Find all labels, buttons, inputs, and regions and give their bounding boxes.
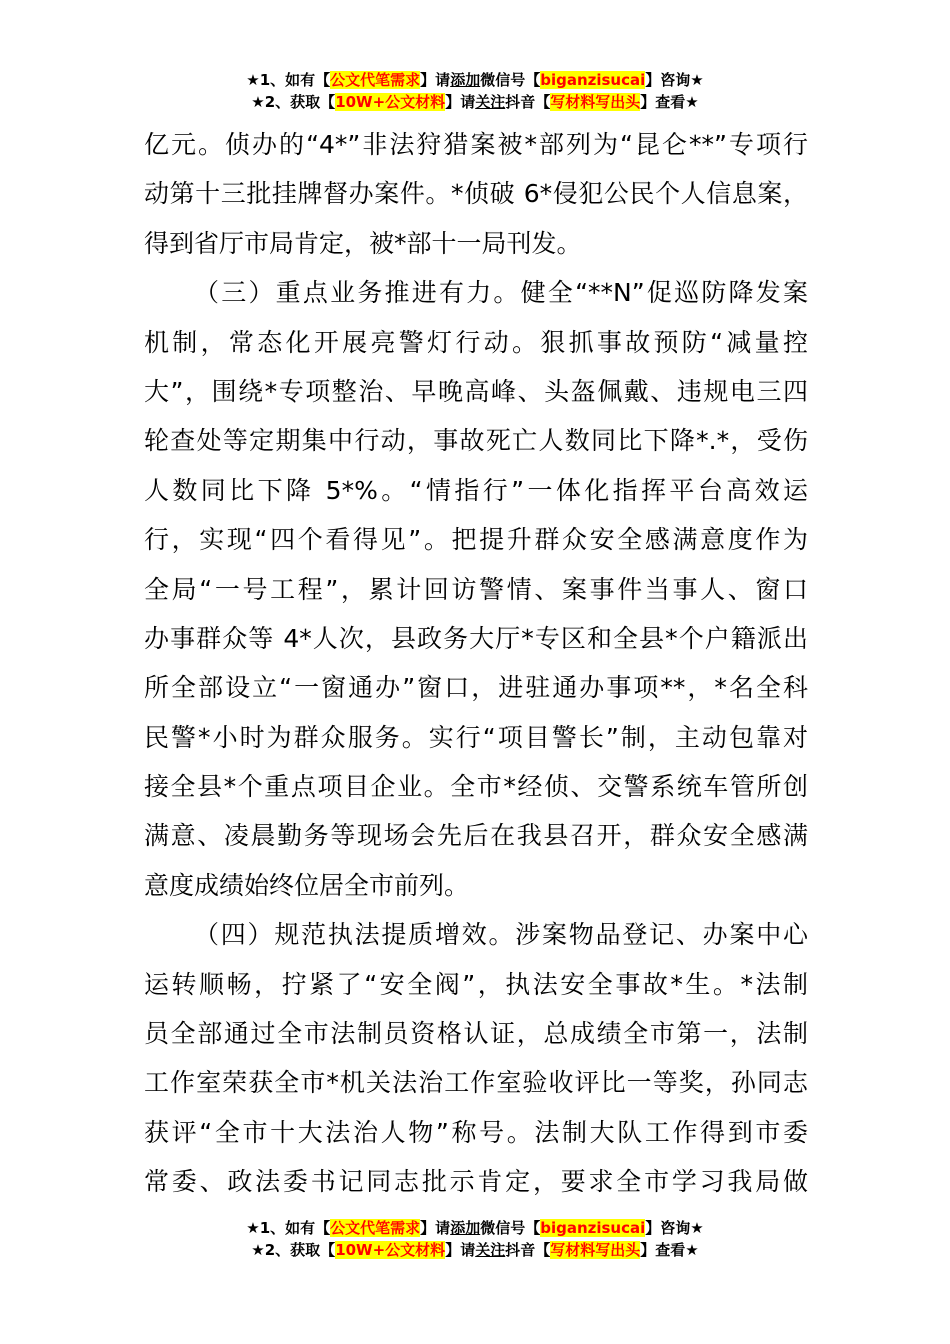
banner-highlight: 10W+公文材料 [335, 93, 446, 111]
banner-text: 】请 [445, 93, 476, 111]
body-line: 获评“全市十大法治人物”称号。法制大队工作得到市委 [144, 1117, 808, 1147]
banner-text: 微信号【 [480, 71, 541, 89]
banner-text: ★1、如有【 [246, 1219, 331, 1237]
body-line: 机制，常态化开展亮警灯行动。狠抓事故预防“减量控 [144, 327, 808, 357]
banner-text: 】请 [420, 1219, 451, 1237]
body-line: 所全部设立“一窗通办”窗口，进驻通办事项**，*名全科 [144, 673, 808, 703]
banner-highlight: 写材料写出头 [550, 93, 641, 111]
banner-text: ★1、如有【 [246, 71, 331, 89]
section-heading-line: （四）规范执法提质增效。涉案物品登记、办案中心 [194, 920, 808, 950]
banner-line-2 [0, 1239, 950, 1261]
body-line: 动第十三批挂牌督办案件。*侦破 6*侵犯公民个人信息案， [144, 179, 808, 209]
body-line: 意度成绩始终位居全市前列。 [144, 870, 470, 900]
body-line: 满意、凌晨勤务等现场会先后在我县召开，群众安全感满 [144, 821, 808, 851]
body-line: 人数同比下降 5*%。“情指行”一体化指挥平台高效运 [144, 475, 808, 505]
banner-text: ★2、获取【 [251, 93, 336, 111]
banner-underlined-text: 添加 [450, 71, 481, 89]
body-line: 民警*小时为群众服务。实行“项目警长”制，主动包靠对 [144, 722, 808, 752]
banner-line-2 [0, 91, 950, 113]
banner-text: 】查看★ [640, 1241, 699, 1259]
body-line: 全局“一号工程”，累计回访警情、案事件当事人、窗口 [144, 574, 808, 604]
banner-highlight: 写材料写出头 [550, 1241, 641, 1259]
body-line: 员全部通过全市法制员资格认证，总成绩全市第一，法制 [144, 1019, 808, 1049]
banner-text: ★2、获取【 [251, 1241, 336, 1259]
document-body [144, 120, 808, 1207]
body-line: 办事群众等 4*人次，县政务大厅*专区和全县*个户籍派出 [144, 623, 808, 653]
banner-text: 】咨询★ [645, 1219, 704, 1237]
banner-underlined-text: 关注 [475, 1241, 506, 1259]
banner-text: 】请 [420, 71, 451, 89]
section-heading-line: （三）重点业务推进有力。健全“**N”促巡防降发案 [194, 278, 808, 308]
body-line: 得到省厅市局肯定，被*部十一局刊发。 [144, 228, 582, 258]
header-banner [0, 69, 950, 113]
body-line: 常委、政法委书记同志批示肯定，要求全市学习我局做 [144, 1167, 808, 1197]
banner-text: 】请 [445, 1241, 476, 1259]
banner-line-1 [0, 69, 950, 91]
banner-highlight: biganzisucai [540, 1219, 646, 1237]
banner-highlight: 公文代笔需求 [330, 1219, 421, 1237]
banner-underlined-text: 添加 [450, 1219, 481, 1237]
banner-highlight: 10W+公文材料 [335, 1241, 446, 1259]
banner-text: 】查看★ [640, 93, 699, 111]
body-line: 工作室荣获全市*机关法治工作室验收评比一等奖，孙同志 [144, 1068, 808, 1098]
banner-text: 抖音【 [505, 93, 551, 111]
banner-text: 】咨询★ [645, 71, 704, 89]
banner-highlight: 公文代笔需求 [330, 71, 421, 89]
footer-banner [0, 1217, 950, 1261]
body-line: 行，实现“四个看得见”。把提升群众安全感满意度作为 [144, 525, 808, 555]
body-line: 运转顺畅，拧紧了“安全阀”，执法安全事故*生。*法制 [144, 969, 808, 999]
body-line: 轮查处等定期集中行动，事故死亡人数同比下降*.*，受伤 [144, 426, 808, 456]
banner-underlined-text: 关注 [475, 93, 506, 111]
body-line: 亿元。侦办的“4*”非法狩猎案被*部列为“昆仑**”专项行 [144, 130, 808, 159]
body-line: 接全县*个重点项目企业。全市*经侦、交警系统车管所创 [144, 772, 808, 802]
banner-line-1 [0, 1217, 950, 1239]
banner-text: 抖音【 [505, 1241, 551, 1259]
banner-highlight: biganzisucai [540, 71, 646, 89]
banner-text: 微信号【 [480, 1219, 541, 1237]
body-line: 大”，围绕*专项整治、早晚高峰、头盔佩戴、违规电三四 [144, 376, 808, 406]
